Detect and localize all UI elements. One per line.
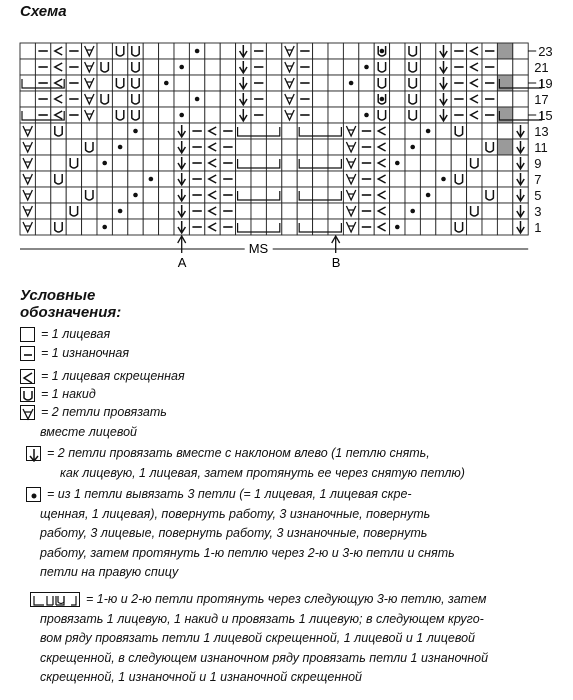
chart-cell <box>405 219 420 235</box>
chart-cell <box>205 203 220 219</box>
bobble-mark <box>149 177 154 182</box>
chart-cell <box>220 59 235 75</box>
chart-cell <box>159 203 174 219</box>
chart-cell <box>282 155 297 171</box>
chart-cell <box>497 187 512 203</box>
chart-cell <box>51 91 66 107</box>
chart-cell <box>51 187 66 203</box>
chart-cell <box>97 107 112 123</box>
chart-cell <box>513 59 528 75</box>
chart-cell <box>205 43 220 59</box>
chart-cell <box>251 139 266 155</box>
chart-cell <box>189 75 204 91</box>
chart-cell <box>313 171 328 187</box>
chart-cell <box>82 155 97 171</box>
chart-cell <box>436 139 451 155</box>
chart-cell <box>143 59 158 75</box>
chart-cell <box>313 43 328 59</box>
chart-cell <box>359 91 374 107</box>
chart-cell <box>112 155 127 171</box>
chart-cell <box>374 203 389 219</box>
knit-icon <box>20 327 35 342</box>
chart-cell <box>313 59 328 75</box>
legend-text-line: петли на правую спицу <box>40 565 179 579</box>
chart-cell <box>51 139 66 155</box>
chart-cell <box>266 107 281 123</box>
chart-cell <box>482 171 497 187</box>
chart-cell <box>328 75 343 91</box>
chart-cell <box>282 139 297 155</box>
chart-cell <box>405 155 420 171</box>
chart-cell <box>436 187 451 203</box>
chart-cell <box>497 43 512 59</box>
chart-cell <box>313 203 328 219</box>
chart-cell <box>359 43 374 59</box>
legend-text-line: провязать 1 лицевую, 1 накид и провязать 1 лицевую; в следующем круго- <box>40 611 484 626</box>
row-number: 7 <box>534 172 542 187</box>
chart-cell <box>297 171 312 187</box>
legend-text-line: = 1 изнаночная <box>41 346 130 360</box>
chart-cell <box>467 123 482 139</box>
chart-cell <box>97 203 112 219</box>
legend-text-line: щенная, 1 лицевая), повернуть работу, 3 изнаночные, повернуть <box>40 506 431 521</box>
chart-cell <box>205 219 220 235</box>
bobble-mark <box>380 49 385 54</box>
chart-cell <box>112 91 127 107</box>
chart-cell <box>343 59 358 75</box>
legend-text-line: = 1 лицевая <box>41 327 111 341</box>
chart-cell <box>513 43 528 59</box>
chart-cell <box>128 203 143 219</box>
legend-text-line: работу, 3 лицевые, повернуть работу, 3 изнаночные, повернуть <box>40 526 428 540</box>
chart-cell <box>482 155 497 171</box>
chart-cell <box>189 107 204 123</box>
legend-text-line: = 1-ю и 2-ю петли протянуть через следующую 3-ю петлю, затем <box>86 592 487 606</box>
chart-cell <box>143 43 158 59</box>
chart-cell <box>112 123 127 139</box>
chart-cell <box>374 155 389 171</box>
chart-cell <box>482 123 497 139</box>
chart-cell <box>451 187 466 203</box>
chart-cell <box>35 187 50 203</box>
chart-cell <box>420 171 435 187</box>
marker-a-label: A <box>177 255 187 270</box>
chart-cell <box>420 43 435 59</box>
chart-cell <box>112 171 127 187</box>
chart-cell <box>159 59 174 75</box>
chart-cell <box>66 139 81 155</box>
chart-cell <box>390 139 405 155</box>
bobble-mark <box>118 209 123 214</box>
chart-cell <box>205 123 220 139</box>
chart-cell <box>143 187 158 203</box>
row-number: 13 <box>534 124 549 139</box>
chart-cell <box>497 171 512 187</box>
chart-cell <box>451 139 466 155</box>
chart-cell <box>497 59 512 75</box>
chart-cell <box>282 171 297 187</box>
chart-cell <box>328 171 343 187</box>
chart-cell <box>159 123 174 139</box>
chart-cell <box>343 91 358 107</box>
chart-cell <box>251 203 266 219</box>
chart-cell <box>205 187 220 203</box>
chart-cell <box>266 43 281 59</box>
chart-cell <box>159 91 174 107</box>
chart-cell <box>436 123 451 139</box>
chart-cell <box>390 75 405 91</box>
knit-crossed-icon <box>20 369 35 384</box>
chart-cell <box>97 187 112 203</box>
chart-cell <box>482 203 497 219</box>
chart-cell <box>66 219 81 235</box>
chart-cell <box>20 91 35 107</box>
chart-cell <box>66 187 81 203</box>
chart-cell <box>343 43 358 59</box>
chart-cell <box>374 139 389 155</box>
chart-cell <box>482 219 497 235</box>
purl-icon <box>20 346 35 361</box>
legend-text-line: = 1 лицевая скрещенная <box>41 369 185 383</box>
chart-cell <box>497 91 512 107</box>
chart-cell <box>143 91 158 107</box>
chart-cell <box>420 203 435 219</box>
chart-cell <box>174 91 189 107</box>
chart-cell <box>189 59 204 75</box>
chart-cell <box>420 75 435 91</box>
row-number: 23 <box>538 44 553 59</box>
chart-cell <box>328 107 343 123</box>
bobble-mark <box>395 225 400 230</box>
chart-cell <box>405 171 420 187</box>
chart-cell <box>143 219 158 235</box>
row-number: 19 <box>538 76 553 91</box>
legend-text-line: вом ряду провязать петли 1 лицевой скрещенной, 1 лицевой и 1 лицевой <box>40 631 475 645</box>
page-title: Схема <box>20 3 67 20</box>
chart-cell <box>467 107 482 123</box>
row-number: 11 <box>534 140 548 155</box>
chart-cell <box>97 139 112 155</box>
chart-cell <box>451 203 466 219</box>
chart-cell <box>143 123 158 139</box>
chart-cell <box>467 187 482 203</box>
chart-cell <box>374 123 389 139</box>
bobble-icon <box>26 487 41 502</box>
chart-cell <box>220 91 235 107</box>
chart-cell <box>205 107 220 123</box>
chart-cell <box>112 59 127 75</box>
chart-cell <box>266 171 281 187</box>
chart-cell <box>374 187 389 203</box>
row-number: 15 <box>538 108 553 123</box>
chart-cell <box>82 203 97 219</box>
chart-cell <box>143 203 158 219</box>
row-number: 3 <box>534 204 542 219</box>
bobble-mark <box>164 81 169 86</box>
chart-cell <box>374 171 389 187</box>
chart-cell <box>97 171 112 187</box>
chart-cell <box>174 75 189 91</box>
chart-cell <box>297 203 312 219</box>
chart-cell <box>467 139 482 155</box>
bobble-mark <box>179 65 184 70</box>
chart-cell <box>266 59 281 75</box>
chart-cell <box>390 171 405 187</box>
chart-cell <box>143 155 158 171</box>
row-number: 21 <box>534 60 549 75</box>
chart-cell <box>328 43 343 59</box>
row-number: 1 <box>534 220 542 235</box>
row-number: 17 <box>534 92 549 107</box>
k2tog-icon <box>20 405 35 420</box>
repeat-markers <box>20 236 528 270</box>
chart-cell <box>205 171 220 187</box>
chart-cell <box>20 59 35 75</box>
chart-cell <box>251 171 266 187</box>
bobble-mark <box>118 145 123 150</box>
chart-cell <box>467 75 482 91</box>
chart-cell <box>35 123 50 139</box>
chart-cell <box>328 59 343 75</box>
chart-cell <box>35 219 50 235</box>
legend-text-line: = 1 накид <box>41 387 96 401</box>
legend-text-line: работу, затем протянуть 1-ю петлю через 2-ю и 3-ю петли и снять <box>40 545 455 560</box>
chart-cell <box>159 219 174 235</box>
bobble-mark <box>349 81 354 86</box>
chart-cell <box>236 171 251 187</box>
chart-cell <box>405 123 420 139</box>
legend-heading-line1: Условные <box>20 287 96 304</box>
chart-cell <box>82 123 97 139</box>
ms-label: MS <box>248 241 269 256</box>
chart-cell <box>97 75 112 91</box>
chart-cell <box>97 123 112 139</box>
chart-cell <box>436 219 451 235</box>
chart-cell <box>390 59 405 75</box>
chart-cell <box>390 107 405 123</box>
chart-cell <box>420 219 435 235</box>
chart-cell <box>328 203 343 219</box>
legend-text-line: вместе лицевой <box>40 424 137 439</box>
chart-cell <box>467 43 482 59</box>
chart-cell <box>282 203 297 219</box>
chart-cell <box>159 107 174 123</box>
chart-cell <box>35 139 50 155</box>
chart-cell <box>266 203 281 219</box>
chart-cell <box>390 91 405 107</box>
chart-cell <box>112 187 127 203</box>
chart-cell <box>51 43 66 59</box>
chart-cell <box>436 155 451 171</box>
chart-cell <box>159 187 174 203</box>
chart-cell <box>374 219 389 235</box>
chart-cell <box>128 171 143 187</box>
legend-text-line: = 2 петли провязать вместе с наклоном влево (1 петлю снять, <box>47 446 430 460</box>
bobble-mark <box>133 193 138 198</box>
bobble-mark <box>410 145 415 150</box>
chart-cell <box>467 59 482 75</box>
bobble-mark <box>410 209 415 214</box>
chart-cell <box>266 139 281 155</box>
legend-text-line: скрещенной, 1 изнаночной и 1 изнаночной скрещенной <box>40 670 363 684</box>
chart-cell <box>143 75 158 91</box>
legend-heading <box>20 287 121 321</box>
chart-cell <box>174 43 189 59</box>
knitting-chart <box>0 0 573 285</box>
chart-cell <box>51 203 66 219</box>
chart-cell <box>205 59 220 75</box>
chart-cell <box>51 155 66 171</box>
chart-cell <box>467 219 482 235</box>
chart-cell <box>497 155 512 171</box>
chart-cell <box>66 123 81 139</box>
legend-text-line: = 2 петли провязать <box>41 405 167 419</box>
row-number: 9 <box>534 156 542 171</box>
bobble-mark <box>102 161 107 166</box>
bobble-mark <box>426 129 431 134</box>
chart-cell <box>420 139 435 155</box>
ssk-icon <box>26 446 41 461</box>
chart-cell <box>143 107 158 123</box>
bobble-mark <box>426 193 431 198</box>
chart-cell <box>359 75 374 91</box>
chart-cell <box>82 219 97 235</box>
legend-text-line: как лицевую, 1 лицевая, затем протянуть ее через снятую петлю) <box>60 465 465 480</box>
chart-cell <box>220 107 235 123</box>
chart-cell <box>266 91 281 107</box>
chart-cell <box>313 107 328 123</box>
bobble-mark <box>195 97 200 102</box>
chart-cell <box>405 187 420 203</box>
marker-b-label: B <box>331 255 341 270</box>
chart-cell <box>451 155 466 171</box>
chart-cell <box>420 91 435 107</box>
chart-cells <box>20 43 528 235</box>
bobble-mark <box>133 129 138 134</box>
bobble-mark <box>380 97 385 102</box>
chart-cell <box>159 43 174 59</box>
chart-cell <box>390 123 405 139</box>
chart-cell <box>20 43 35 59</box>
chart-cell <box>343 107 358 123</box>
chart-cell <box>159 139 174 155</box>
chart-cell <box>328 139 343 155</box>
legend-text-line: = из 1 петли вывязать 3 петли (= 1 лицевая, 1 лицевая скре- <box>47 487 412 501</box>
chart-cell <box>282 123 297 139</box>
chart-cell <box>205 155 220 171</box>
chart-cell <box>513 91 528 107</box>
chart-cell <box>205 75 220 91</box>
chart-cell <box>97 43 112 59</box>
yarn-over-icon <box>20 387 35 402</box>
chart-cell <box>390 43 405 59</box>
chart-cell <box>390 187 405 203</box>
chart-cell <box>297 139 312 155</box>
chart-cell <box>282 219 297 235</box>
chart-cell <box>205 139 220 155</box>
chart-cell <box>236 203 251 219</box>
bobble-mark <box>395 161 400 166</box>
chart-cell <box>497 139 512 155</box>
chart-cell <box>390 203 405 219</box>
chart-cell <box>436 203 451 219</box>
chart-cell <box>266 75 281 91</box>
chart-cell <box>467 171 482 187</box>
chart-cell <box>35 203 50 219</box>
chart-cell <box>420 59 435 75</box>
chart-cell <box>313 139 328 155</box>
chart-cell <box>236 139 251 155</box>
row-numbers <box>528 44 552 235</box>
chart-cell <box>467 91 482 107</box>
chart-cell <box>35 155 50 171</box>
chart-cell <box>159 155 174 171</box>
chart-cell <box>497 219 512 235</box>
bobble-mark <box>195 49 200 54</box>
chart-cell <box>66 171 81 187</box>
chart-cell <box>313 91 328 107</box>
bobble-mark <box>102 225 107 230</box>
chart-cell <box>420 155 435 171</box>
legend-heading-line2: обозначения: <box>20 304 122 321</box>
legend-text-line: скрещенной, в следующем изнаночном ряду провязать петли 1 изнаночной <box>40 650 489 665</box>
chart-cell <box>51 59 66 75</box>
chart-cell <box>128 155 143 171</box>
chart-cell <box>82 171 97 187</box>
chart-cell <box>220 75 235 91</box>
chart-cell <box>282 187 297 203</box>
row-number: 5 <box>534 188 542 203</box>
bobble-mark <box>441 177 446 182</box>
slip-stitch-group-icon <box>30 592 80 607</box>
bobble-mark <box>364 65 369 70</box>
bobble-mark <box>179 113 184 118</box>
chart-cell <box>497 203 512 219</box>
chart-cell <box>205 91 220 107</box>
chart-cell <box>112 219 127 235</box>
chart-cell <box>328 91 343 107</box>
chart-cell <box>220 43 235 59</box>
chart-cell <box>420 107 435 123</box>
bobble-mark <box>364 113 369 118</box>
chart-cell <box>497 123 512 139</box>
chart-cell <box>128 219 143 235</box>
chart-cell <box>159 171 174 187</box>
chart-cell <box>128 139 143 155</box>
chart-cell <box>313 75 328 91</box>
chart-cell <box>35 171 50 187</box>
chart-cell <box>143 139 158 155</box>
